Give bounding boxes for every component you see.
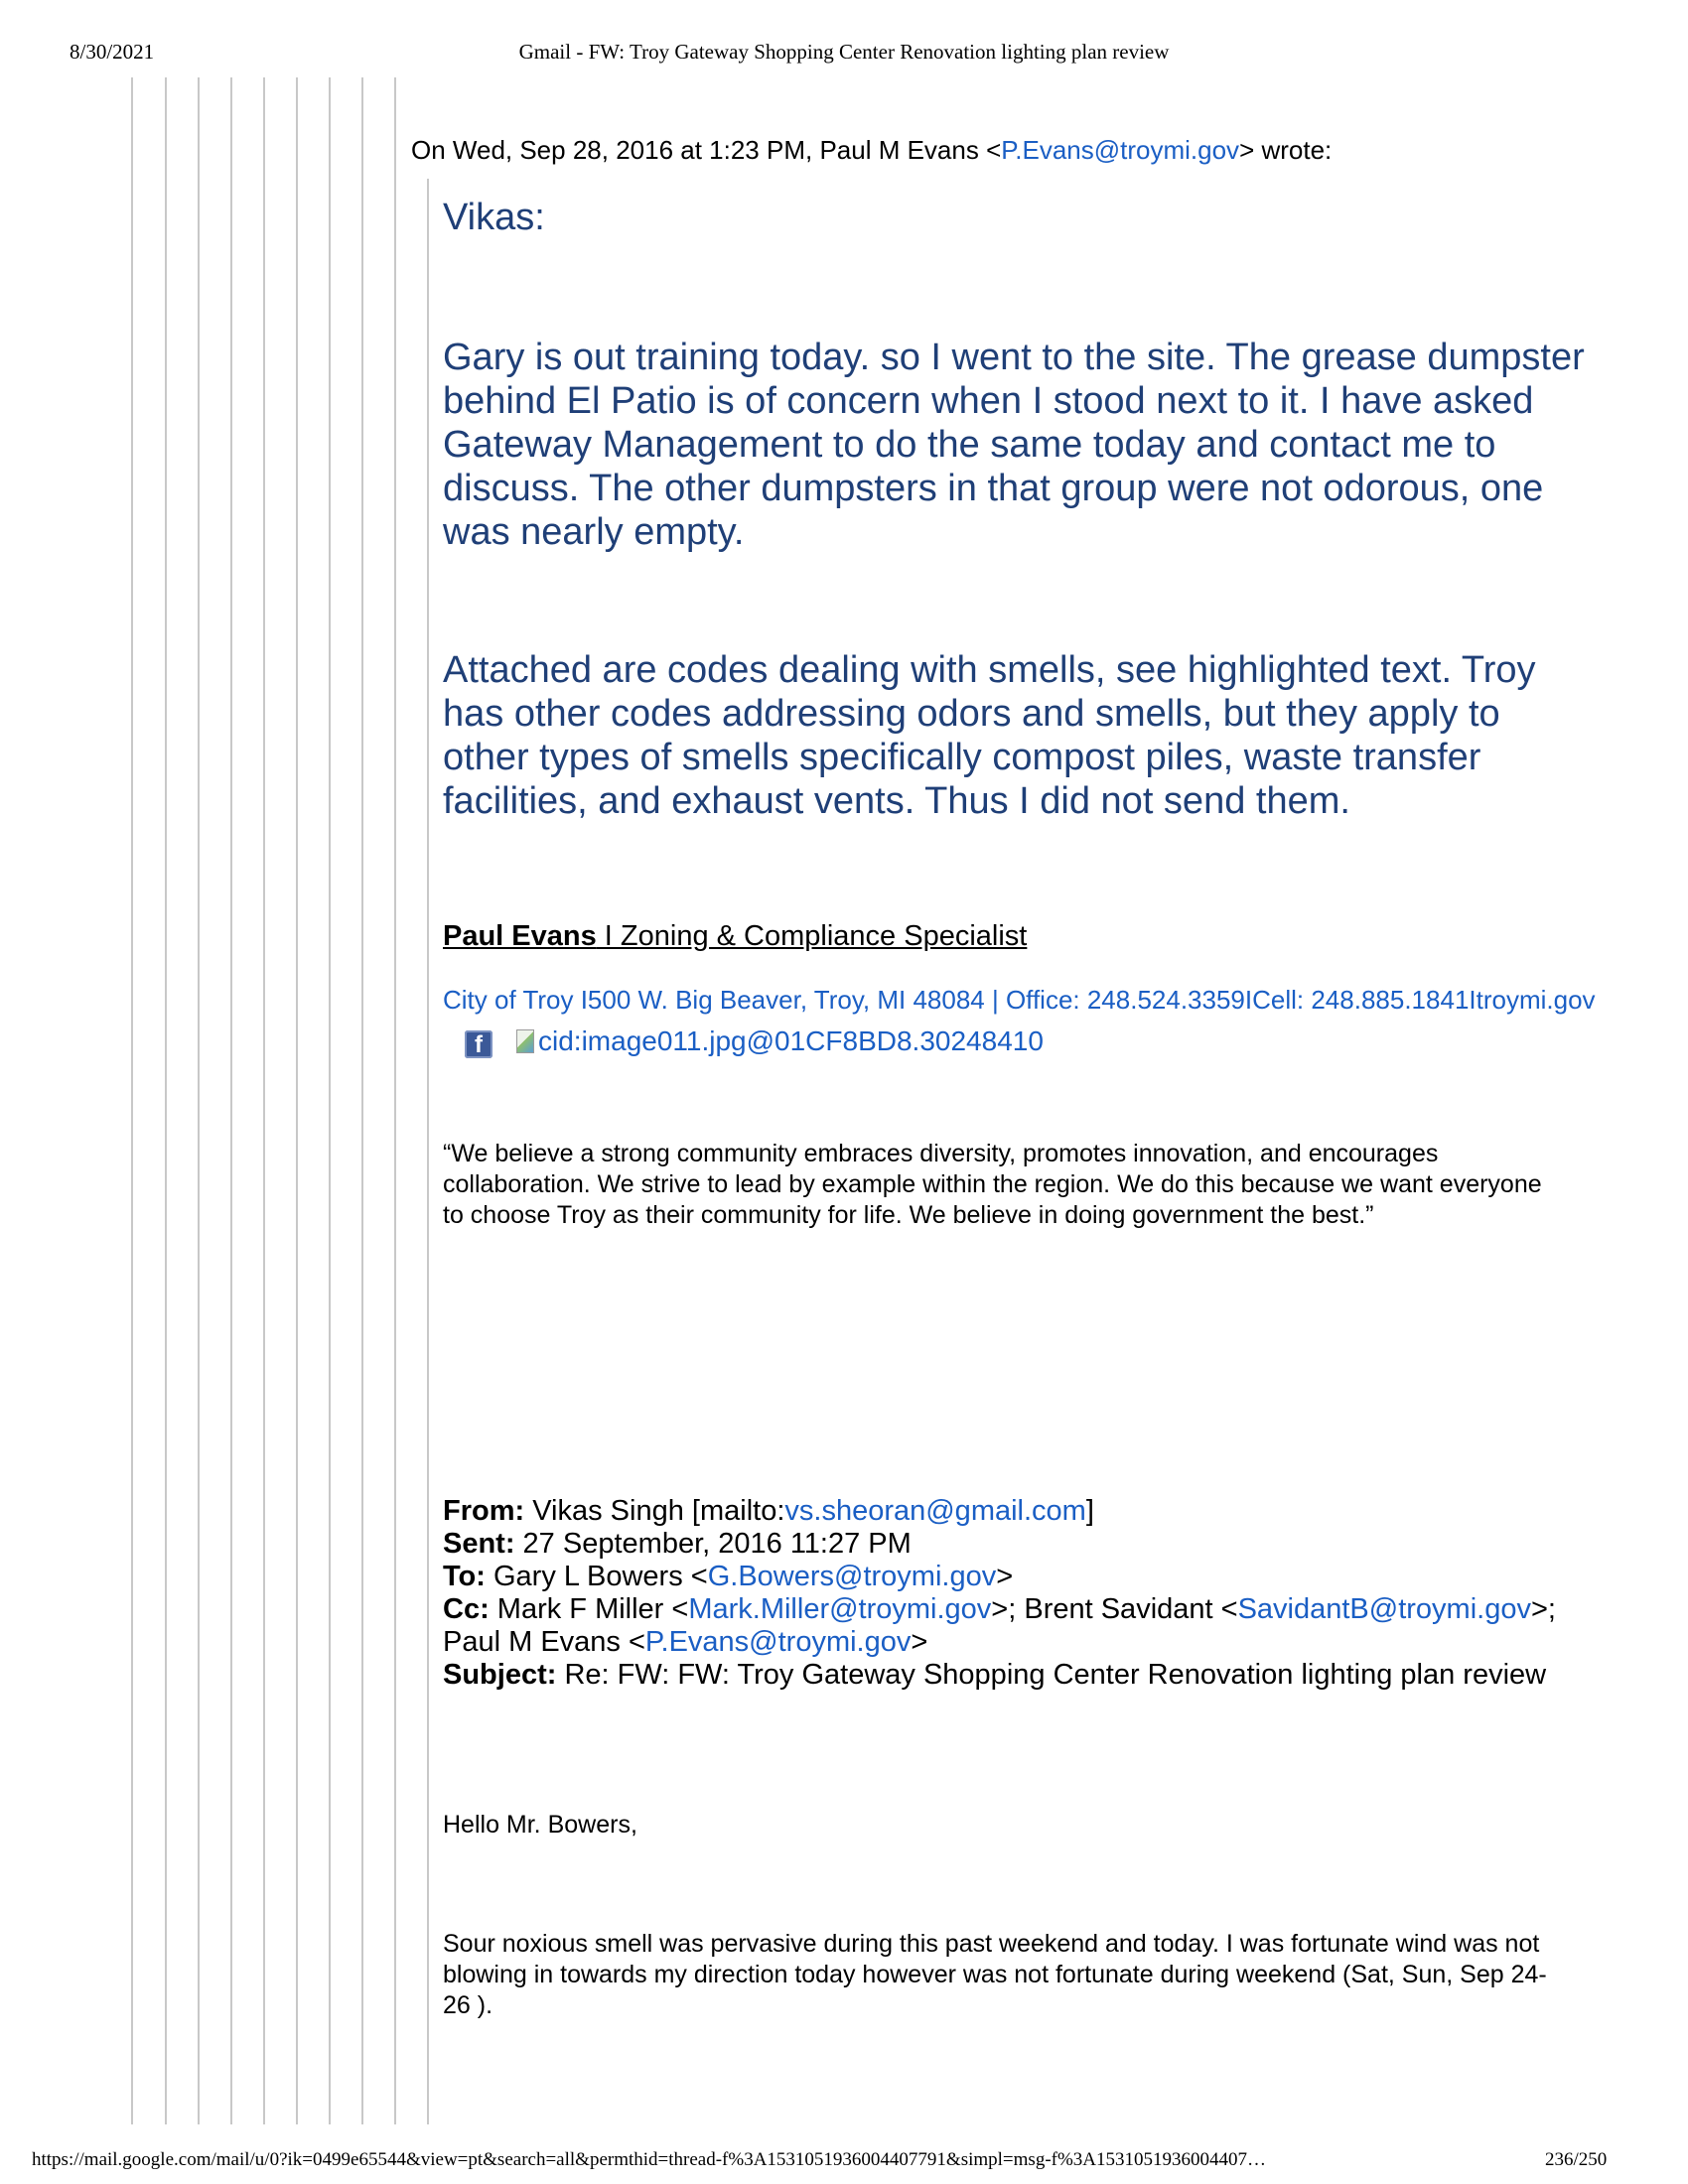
to-close: > [996, 1561, 1014, 1592]
cc-text: >; Paul M Evans < [443, 1593, 1556, 1658]
cc-row [443, 1593, 1585, 1659]
quote-bar [329, 77, 331, 2124]
quote-bar [131, 77, 133, 2124]
from-row [443, 1495, 1585, 1528]
cc-text: >; Brent Savidant < [991, 1593, 1238, 1625]
subject-value: Re: FW: FW: Troy Gateway Shopping Center Renovation lighting plan review [556, 1659, 1547, 1691]
page-number: 236/250 [1545, 2149, 1608, 2170]
subject-row [443, 1659, 1585, 1692]
signature-role: I Zoning & Compliance Specialist [596, 920, 1028, 952]
quote-bar [427, 179, 429, 2124]
quote-bar [263, 77, 265, 2124]
quote-attribution [411, 135, 1332, 166]
facebook-icon[interactable]: f [465, 1030, 492, 1058]
reply-body: Sour noxious smell was pervasive during this past weekend and today. I was fortunate wind was not blowing in towards my direction today however was not fortunate during weekend (Sat, Sun, Sep 24-26 ). [443, 1930, 1547, 2019]
broken-image-icon [516, 1029, 534, 1053]
message-paragraph: Gary is out training today. so I went to the site. The grease dumpster behind El Patio is of concern when I stood next to it. I have asked Gateway Management to do the same today and contact me to discuss. The other dumpsters in that group were not odorous, one was nearly empty. [443, 337, 1585, 553]
attribution-suffix: > wrote: [1239, 135, 1333, 165]
print-url: https://mail.google.com/mail/u/0?ik=0499e65544&view=pt&search=all&permthid=thread-f%3A1531051936004407791&simpl=msg-f%3A1531051936004407… [32, 2149, 1267, 2170]
from-email-link[interactable]: vs.sheoran@gmail.com [784, 1495, 1086, 1527]
cc-text: Mark F Miller < [489, 1593, 689, 1625]
cc-email-link[interactable]: Mark.Miller@troymi.gov [688, 1593, 992, 1625]
sender-email-link[interactable]: P.Evans@troymi.gov [1001, 135, 1240, 165]
from-close: ] [1085, 1495, 1094, 1527]
attribution-prefix: On Wed, Sep 28, 2016 at 1:23 PM, Paul M Evans < [411, 135, 1002, 165]
quote-bar [165, 77, 167, 2124]
cc-close: > [911, 1626, 928, 1658]
quote-bar [394, 77, 396, 2124]
from-label: From: [443, 1495, 525, 1527]
print-title: Gmail - FW: Troy Gateway Shopping Center Renovation lighting plan review [518, 40, 1170, 64]
quote-bar [198, 77, 200, 2124]
cc-email-link[interactable]: P.Evans@troymi.gov [644, 1626, 912, 1658]
cc-label: Cc: [443, 1593, 490, 1625]
to-email-link[interactable]: G.Bowers@troymi.gov [707, 1561, 997, 1592]
from-text: Vikas Singh [mailto: [524, 1495, 785, 1527]
forwarded-header [443, 1495, 1585, 1692]
image-alt-text: cid:image011.jpg@01CF8BD8.30248410 [538, 1025, 1044, 1056]
signature-contact [443, 980, 1615, 1062]
sent-label: Sent: [443, 1528, 515, 1560]
signature-contact-text: City of Troy I500 W. Big Beaver, Troy, MI 48084 | Office: 248.524.3359ICell: 248.885.1841Itroymi.gov [443, 985, 1596, 1015]
signature-name-line [443, 920, 1027, 953]
reply-salutation: Hello Mr. Bowers, [443, 1811, 637, 1839]
message-greeting: Vikas: [443, 197, 545, 238]
message-paragraph: Attached are codes dealing with smells, see highlighted text. Troy has other codes addressing odors and smells, but they apply to other types of smells specifically compost piles, waste transfer facilities, and exhaust vents. Thus I did not send them. [443, 649, 1536, 822]
print-date: 8/30/2021 [70, 40, 155, 64]
signature-name: Paul Evans [443, 920, 597, 952]
to-text: Gary L Bowers < [485, 1561, 708, 1592]
cc-email-link[interactable]: SavidantB@troymi.gov [1237, 1593, 1531, 1625]
sent-value: 27 September, 2016 11:27 PM [514, 1528, 912, 1560]
to-label: To: [443, 1561, 486, 1592]
sent-row [443, 1528, 1585, 1561]
quote-bar [361, 77, 363, 2124]
subject-label: Subject: [443, 1659, 557, 1691]
quote-bar [296, 77, 298, 2124]
quote-bar [230, 77, 232, 2124]
signature-motto: “We believe a strong community embraces diversity, promotes innovation, and encourages collaboration. We strive to lead by example within the region. We do this because we want everyone to choose Troy as their community for life. We believe in doing government the best.” [443, 1140, 1542, 1229]
to-row [443, 1561, 1585, 1593]
